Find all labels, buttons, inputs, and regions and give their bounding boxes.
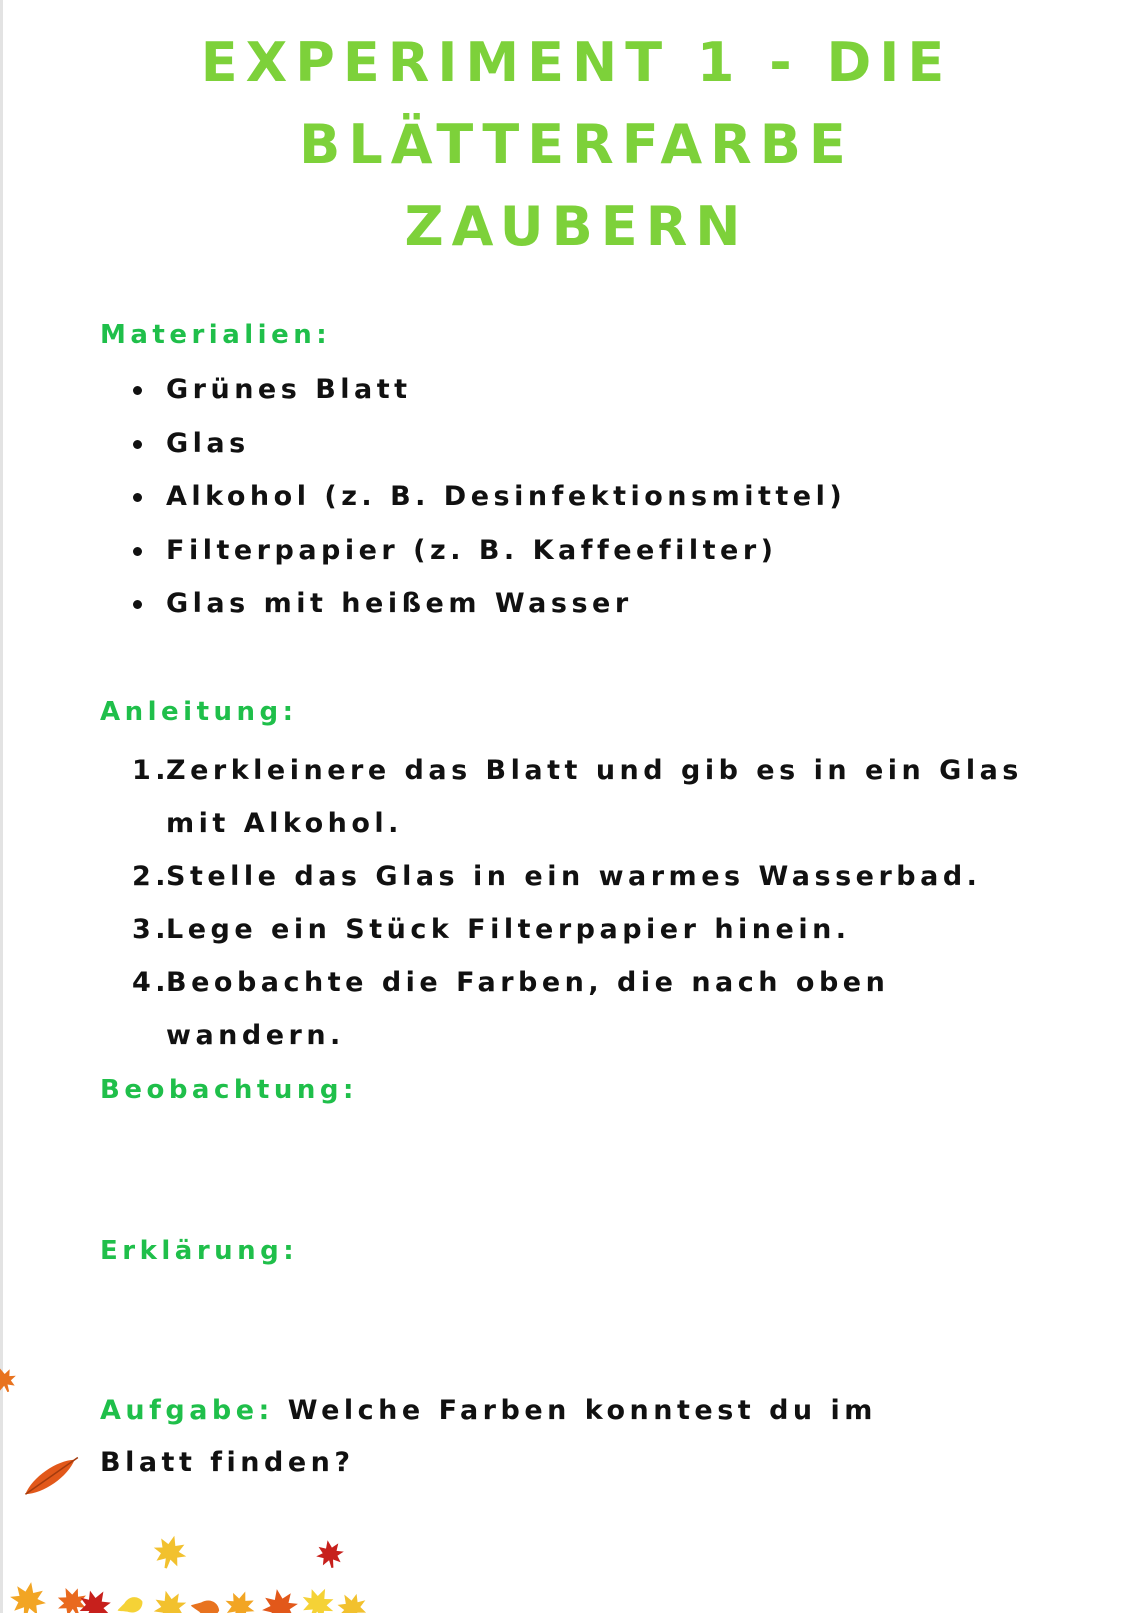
instruction-step: 1. Zerkleinere das Blatt und gib es in ein Glas mit Alkohol. <box>132 755 1023 839</box>
instruction-step: 3. Lege ein Stück Filterpapier hinein. <box>132 914 851 945</box>
instructions-list <box>100 744 1046 1062</box>
page-title <box>20 22 1133 268</box>
bullet-icon <box>133 547 142 556</box>
list-item: Grünes Blatt <box>100 363 846 417</box>
task-text: Welche Farben konntest du im Blatt finden? <box>100 1395 877 1478</box>
observation-heading: Beobachtung: <box>100 1075 358 1105</box>
materials-heading: Materialien: <box>100 320 332 350</box>
instruction-step: 4. Beobachte die Farben, die nach oben wandern. <box>132 967 890 1051</box>
materials-list <box>100 363 846 631</box>
bullet-icon <box>133 386 142 395</box>
bullet-icon <box>133 440 142 449</box>
instructions-heading: Anleitung: <box>100 697 298 727</box>
task-label: Aufgabe: <box>100 1395 274 1426</box>
list-item: Glas mit heißem Wasser <box>100 577 846 631</box>
autumn-leaves-icon <box>0 1360 400 1613</box>
list-item: Filterpapier (z. B. Kaffeefilter) <box>100 524 846 578</box>
instruction-step: 2. Stelle das Glas in ein warmes Wasserbad. <box>132 861 982 892</box>
title-line-2: ZAUBERN <box>404 195 749 258</box>
list-item: Glas <box>100 417 846 471</box>
list-item: Alkohol (z. B. Desinfektionsmittel) <box>100 470 846 524</box>
explanation-heading: Erklärung: <box>100 1236 299 1266</box>
title-line-1: EXPERIMENT 1 - DIE BLÄTTERFARBE <box>200 31 953 176</box>
bullet-icon <box>133 493 142 502</box>
bullet-icon <box>133 600 142 609</box>
